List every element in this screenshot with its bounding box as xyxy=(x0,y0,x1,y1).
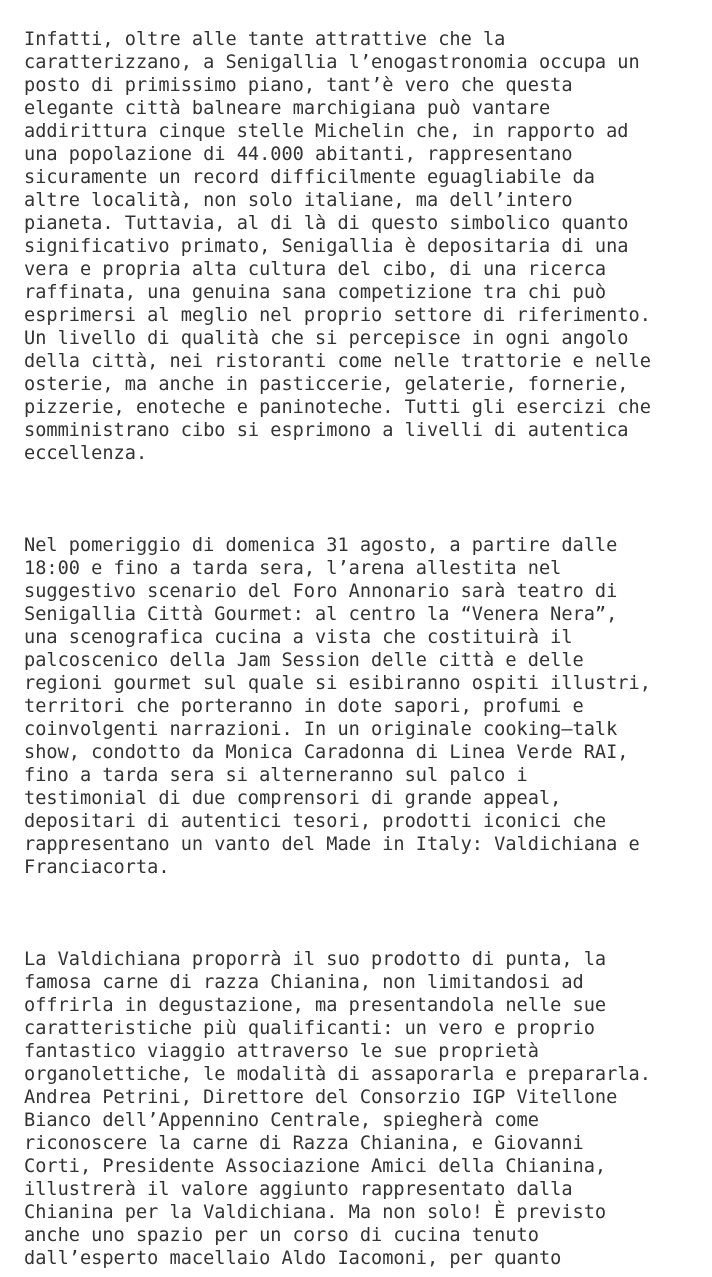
paragraph-gastronomy-intro: Infatti, oltre alle tante attrattive che la caratterizzano, a Senigallia l’enogastronomia occupa un posto di primissimo piano, tant’è vero che questa elegante città balneare marchigiana può vantare addirittura cinque stelle Michelin che, in rapporto ad una popolazione di 44.000 abitanti, rappresentano sicuramente un record difficilmente eguagliabile da altre località, non solo italiane, ma dell’intero pianeta. Tuttavia, al di là di questo simbolico quanto significativo primato, Senigallia è depositaria di una vera e propria alta cultura del cibo, di una ricerca raffinata, una genuina sana competizione tra chi può esprimersi al meglio nel proprio settore di riferimento. Un livello di qualità che si percepisce in ogni angolo della città, nei ristoranti come nelle trattorie e nelle osterie, ma anche in pasticcerie, gelaterie, fornerie, pizzerie, enoteche e paninoteche. Tutti gli esercizi che somministrano cibo si esprimono a livelli di autentica eccellenza. xyxy=(24,29,651,464)
paragraph-valdichiana: La Valdichiana proporrà il suo prodotto di punta, la famosa carne di razza Chianina, non limitandosi ad offrirla in degustazione, ma presentandola nelle sue caratteristiche più qualificanti: un vero e proprio fantastico viaggio attraverso le sue proprietà organolettiche, le modalità di assaporarla e prepararla. Andrea Petrini, Direttore del Consorzio IGP Vitellone Bianco dell’Appennino Centrale, spiegherà come riconoscere la carne di Razza Chianina, e Giovanni Corti, Presidente Associazione Amici della Chianina, illustrerà il valore aggiunto rappresentato dalla Chianina per la Valdichiana. Ma non solo! È previsto anche uno spazio per un corso di cucina tenuto dall’esperto macellaio Aldo Iacomoni, per quanto xyxy=(24,949,651,1269)
article-body xyxy=(24,28,694,1270)
paragraph-event-description: Nel pomeriggio di domenica 31 agosto, a partire dalle 18:00 e fino a tarda sera, l’arena allestita nel suggestivo scenario del Foro Annonario sarà teatro di Senigallia Città Gourmet: al centro la “Venera Nera”, una scenografica cucina a vista che costituirà il palcoscenico della Jam Session delle città e delle regioni gourmet sul quale si esibiranno ospiti illustri, territori che porteranno in dote sapori, profumi e coinvolgenti narrazioni. In un originale cooking–talk show, condotto da Monica Caradonna di Linea Verde RAI, fino a tarda sera si alterneranno sul palco i testimonial di due comprensori di grande appeal, depositari di autentici tesori, prodotti iconici che rappresentano un vanto del Made in Italy: Valdichiana e Franciacorta. xyxy=(24,535,651,878)
paragraph-spacer xyxy=(24,879,694,948)
paragraph-spacer xyxy=(24,465,694,534)
